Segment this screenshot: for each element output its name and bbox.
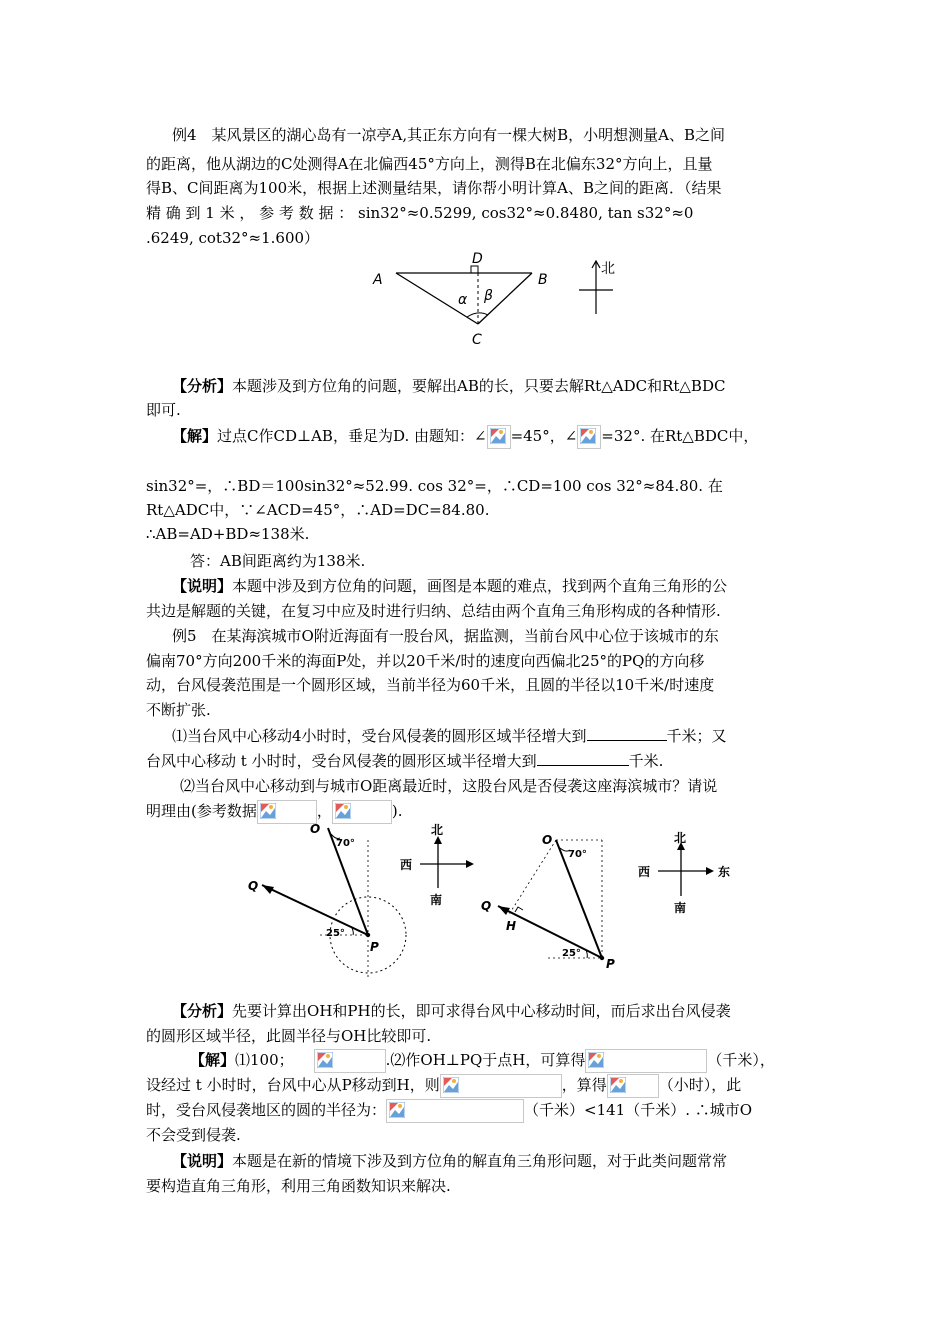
ex5-analysis-line-2: 的圆形区域半径，此圆半径与OH比较即可. [146,1027,432,1045]
label-p: P [606,957,615,971]
answer-blank [537,751,629,766]
ex5-note-line-2: 要构造直角三角形，利用三角函数知识来解决. [146,1177,451,1195]
note-tag: 【说明】 [172,1152,233,1170]
label-q: Q [248,879,259,893]
ex4-line-5: .6249, cot32°≈1.600） [146,229,320,247]
ex5-line-4: 不断扩张. [146,701,211,719]
arrow-q-icon [262,885,274,894]
label-west: 西 [638,865,651,879]
broken-image-icon [314,1049,386,1073]
right-angle-mark [471,266,478,273]
label-north: 北 [601,261,615,277]
right-angle-mark [515,907,523,912]
ex5-q1-line-2: 台风中心移动 t 小时时，受台风侵袭的圆形区域半径增大到 千米. [146,752,664,770]
label-alpha: α [458,292,468,308]
label-70: 70° [336,838,355,849]
solution-tag: 【解】 [190,1051,236,1069]
segment-oh [508,840,556,916]
ex5-line-2: 偏南70°方向200千米的海面P处，并以20千米/时的速度向西偏北25°的PQ的方向移 [146,652,705,670]
label-a: A [373,272,383,288]
label-25: 25° [326,928,345,939]
label-c: C [472,332,482,348]
east-arrow-icon [706,867,714,875]
broken-image-icon [577,425,601,449]
ex4-solution-line-1: 【解】过点C作CD⊥AB，垂足为D. 由题知：∠ =45°，∠ =32°. 在Rt△BDC中， [172,424,758,449]
ex4-solution-line-2: sin32°=，∴BD＝100sin32°≈52.99. cos 32°=，∴CD=100 cos 32°≈84.80. 在 [146,477,723,495]
ex4-solution-line-4: ∴AB=AD+BD≈138米. [146,525,310,543]
ex5-q1-line-1: ⑴当台风中心移动4小时时，受台风侵袭的圆形区域半径增大到 千米；又 [172,727,727,745]
ex5-note-line-1: 【说明】本题是在新的情境下涉及到方位角的解直角三角形问题，对于此类问题常常 [172,1152,728,1170]
broken-image-icon [386,1099,524,1123]
ex4-note-line-2: 共边是解题的关键，在复习中应及时进行归纳、总结由两个直角三角形构成的各种情形. [146,602,721,620]
ex5-solution-line-1: 【解】⑴100； .⑵作OH⊥PQ于点H，可算得 （千米）， [190,1048,775,1073]
ex4-line-3: 得B、C间距离为100米，根据上述测量结果，请你帮小明计算A、B之间的距离．（结果 [146,179,722,197]
ex4-line-4: 精 确 到 1 米 ， 参 考 数 据 ： sin32°≈0.5299, cos32°≈0.8480, tan s32°≈0 [146,204,694,222]
ex4-analysis-line-1: 【分析】本题涉及到方位角的问题，要解出AB的长，只要去解Rt△ADC和Rt△BDC [172,377,726,395]
label-o: O [310,822,321,836]
ex5-line-3: 动，台风侵袭范围是一个圆形区域，当前半径为60千米，且圆的半径以10千米/时速度 [146,676,715,694]
north-arrow-icon [434,836,442,844]
ex5-q2-line-2: 明理由(参考数据 ， ). [146,799,403,824]
label-q: Q [481,899,492,913]
figure-typhoon-path [478,828,758,973]
label-d: D [472,251,483,267]
point-p [600,956,604,960]
ex5-q2-line-1: ⑵当台风中心移动到与城市O距离最近时，这股台风是否侵袭这座海滨城市？请说 [180,777,718,795]
ex5-solution-line-2: 设经过 t 小时时，台风中心从P移动到H，则 ，算得 （小时），此 [146,1073,741,1098]
solution-tag: 【解】 [172,427,218,445]
ex4-solution-line-3: Rt△ADC中，∵∠ACD=45°，∴AD=DC=84.80. [146,501,490,519]
analysis-tag: 【分析】 [172,377,233,395]
label-p: P [370,940,379,954]
label-beta: β [484,288,493,304]
arrow-q-icon [498,906,510,915]
broken-image-icon [487,425,511,449]
label-north: 北 [431,823,444,837]
ex5-line-1: 例5 在某海滨城市O附近海面有一股台风，据监测，当前台风中心位于该城市的东 [172,627,719,645]
ex4-analysis-line-2: 即可. [146,401,181,419]
ex5-analysis-line-1: 【分析】先要计算出OH和PH的长，即可求得台风中心移动时间，而后求出台风侵袭 [172,1002,731,1020]
label-west: 西 [400,858,413,872]
ex5-solution-line-3: 时，受台风侵袭地区的圆的半径为： （千米）<141（千米）. ∴城市O [146,1098,752,1123]
label-o: O [542,833,553,847]
broken-image-icon [585,1049,707,1073]
label-south: 南 [430,893,443,907]
ex4-answer: 答：AB间距离约为138米. [190,552,366,570]
answer-blank [587,726,667,741]
label-north: 北 [674,831,687,845]
label-east: 东 [718,865,731,879]
figure-typhoon-circle [240,820,490,980]
point-p [366,933,370,937]
ex4-line-2: 的距离，他从湖边的C处测得A在北偏西45°方向上，测得B在北偏东32°方向上，且量 [146,155,713,173]
ex5-solution-line-4: 不会受到侵袭. [146,1126,241,1144]
label-70: 70° [568,849,587,860]
label-south: 南 [674,901,687,915]
label-h: H [506,919,517,933]
ex4-note-line-1: 【说明】本题中涉及到方位角的问题，画图是本题的难点，找到两个直角三角形的公 [172,577,728,595]
label-25: 25° [562,948,581,959]
ex4-line-1: 例4 某风景区的湖心岛有一凉亭A,其正东方向有一棵大树B，小明想测量A、B之间 [172,126,726,144]
east-arrow-icon [466,860,474,868]
analysis-tag: 【分析】 [172,1002,233,1020]
note-tag: 【说明】 [172,577,233,595]
figure-triangle-abc [368,248,638,350]
label-b: B [538,272,548,288]
broken-image-icon [440,1074,562,1098]
broken-image-icon [607,1074,659,1098]
